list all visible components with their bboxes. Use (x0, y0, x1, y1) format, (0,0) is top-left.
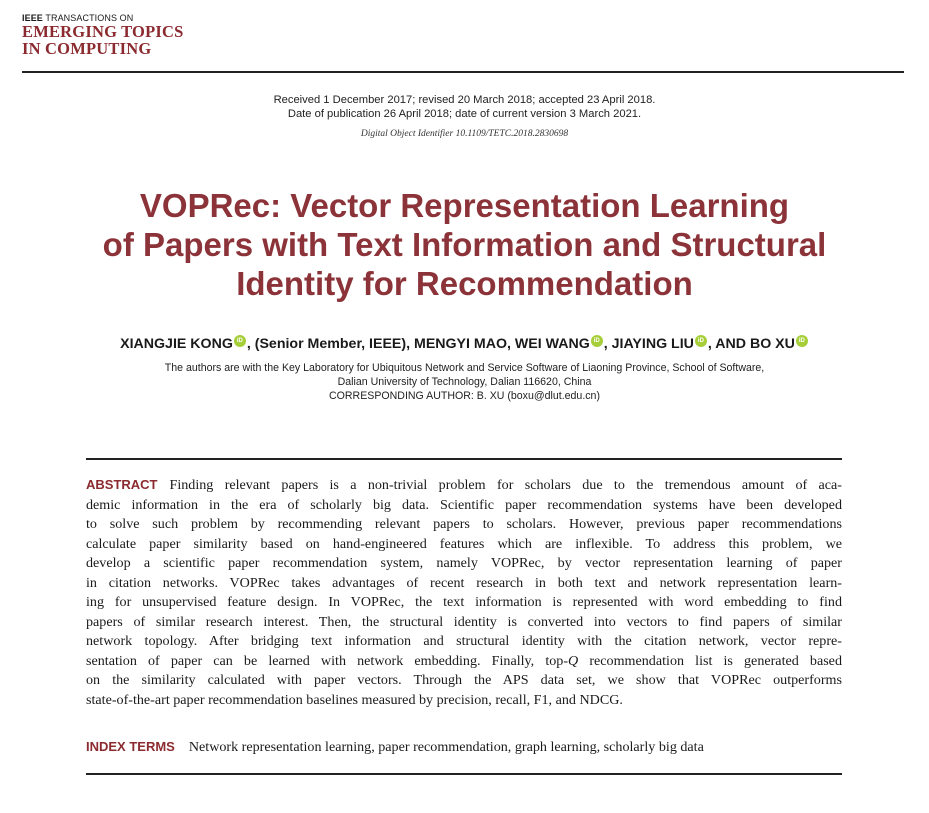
title-line-3: Identity for Recommendation (236, 265, 693, 302)
orcid-icon[interactable]: iD (695, 335, 707, 347)
masthead-small-line: IEEE TRANSACTIONS ON (22, 13, 134, 23)
affiliation-line-2: Dalian University of Technology, Dalian 116620, China (337, 376, 592, 388)
abstract-line: state-of-the-art paper recommendation baselines measured by precision, recall, F1, and NDCG. (86, 691, 623, 708)
index-terms-label: INDEX TERMS (86, 739, 175, 754)
abstract-line: papers of similar research interest. Then, the structural identity is converted into vectors to find papers of similar (86, 613, 842, 630)
orcid-icon[interactable]: iD (234, 335, 246, 347)
masthead-line-2: IN COMPUTING (22, 39, 152, 58)
index-terms (86, 739, 842, 756)
abstract-line: demic information in the era of scholarly big data. Scientific paper recommendation systems have been developed (86, 496, 842, 513)
header-rule (22, 71, 904, 73)
author-5: , AND BO XU (707, 336, 795, 352)
title-line-2: of Papers with Text Information and Structural (102, 226, 827, 263)
dates-line-1: Received 1 December 2017; revised 20 March 2018; accepted 23 April 2018. (273, 94, 656, 106)
abstract-line: to solve such problem by recommending relevant papers to scholars. However, previous paper recommendations (86, 516, 842, 532)
paper-title (0, 186, 929, 303)
abstract-line: develop a scientific paper recommendation system, namely VOPRec, by vector representation learning of paper (86, 555, 842, 571)
abstract (86, 475, 842, 710)
author-list (0, 335, 929, 352)
abstract-line: network topology. After bridging text information and structural identity with the citation network, vector repre- (86, 633, 842, 649)
abstract-bottom-rule (86, 773, 842, 775)
abstract-line: ABSTRACT Finding relevant papers is a non-trivial problem for scholars due to the tremendous amount of aca- (86, 477, 842, 493)
author-2-3: , (Senior Member, IEEE), MENGYI MAO, WEI WANG (246, 336, 590, 352)
affiliation-line-1: The authors are with the Key Laboratory for Ubiquitous Network and Service Software of Liaoning Province, School of Software, (164, 362, 765, 374)
abstract-line: calculate paper similarity based on hand-engineered features which are inflexible. To address this problem, we (86, 535, 842, 552)
corresponding-author: CORRESPONDING AUTHOR: B. XU (boxu@dlut.edu.cn) (329, 390, 600, 402)
abstract-label: ABSTRACT (86, 477, 158, 492)
title-line-1: VOPRec: Vector Representation Learning (139, 187, 790, 224)
author-1: XIANGJIE KONG (120, 336, 233, 352)
abstract-top-rule (86, 458, 842, 460)
masthead-line-1: EMERGING TOPICS (22, 22, 184, 41)
affiliation (0, 361, 929, 403)
orcid-icon[interactable]: iD (796, 335, 808, 347)
journal-masthead (22, 14, 183, 57)
index-terms-text: Network representation learning, paper recommendation, graph learning, scholarly big data (188, 739, 704, 755)
dates-line-2: Date of publication 26 April 2018; date of current version 3 March 2021. (287, 108, 642, 120)
abstract-line: ing for unsupervised feature design. In VOPRec, the text information is represented with word embedding to find (86, 594, 842, 610)
abstract-line: on the similarity calculated with paper vectors. Through the APS data set, we show that VOPRec outperforms (86, 672, 842, 688)
abstract-line: sentation of paper can be learned with network embedding. Finally, top-Q recommendation list is generated based (86, 652, 842, 669)
orcid-icon[interactable]: iD (591, 335, 603, 347)
doi: Digital Object Identifier 10.1109/TETC.2018.2830698 (360, 129, 569, 139)
abstract-line: in citation networks. VOPRec takes advantages of recent research in both text and network representation learn- (86, 574, 842, 591)
publication-dates (0, 93, 929, 121)
author-4: , JIAYING LIU (603, 336, 694, 352)
